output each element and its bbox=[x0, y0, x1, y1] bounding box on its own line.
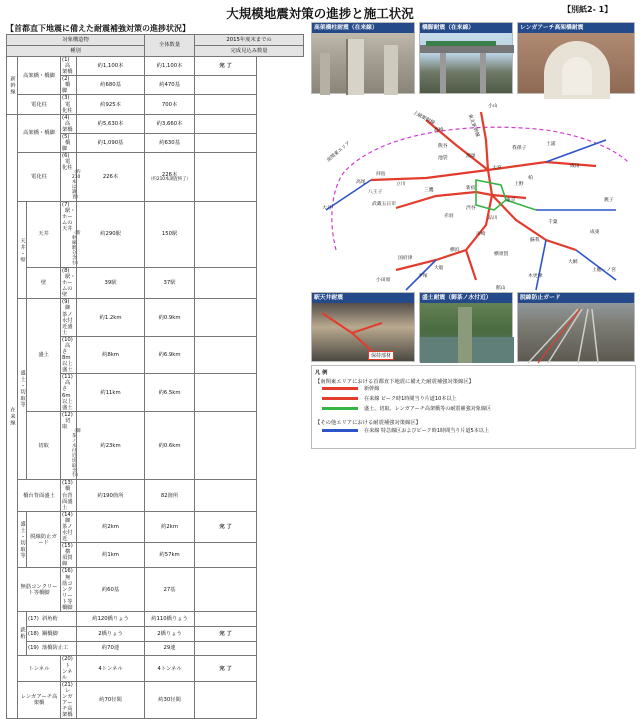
item-name bbox=[61, 681, 77, 718]
item-name bbox=[61, 114, 77, 133]
map-label: 八王子 bbox=[368, 190, 383, 195]
item-text: 高さ6m以上盛土 bbox=[62, 380, 73, 411]
table-row bbox=[7, 114, 304, 133]
item-text: 御茶ノ水付近盛土 bbox=[62, 305, 73, 336]
legend-item bbox=[322, 428, 489, 435]
map-label: 武蔵五日市 bbox=[372, 202, 396, 207]
table-row bbox=[7, 267, 304, 298]
map-label: 高尾 bbox=[356, 180, 366, 185]
map-label: 館山 bbox=[496, 286, 506, 291]
planned-quantity bbox=[145, 568, 195, 612]
item-number: (5) bbox=[62, 133, 70, 140]
map-label: 東京 bbox=[506, 198, 516, 203]
planned-quantity bbox=[145, 267, 195, 298]
planned-quantity bbox=[145, 95, 195, 114]
planned-quantity bbox=[145, 133, 195, 152]
category-label: トンネル bbox=[18, 656, 61, 681]
map-label: 立川 bbox=[396, 182, 406, 187]
item-name bbox=[61, 480, 77, 511]
category-label: 盛土・切取等 bbox=[18, 299, 27, 480]
map-label: 成田 bbox=[570, 164, 580, 169]
rails-drawing bbox=[518, 293, 636, 363]
table-row bbox=[7, 612, 304, 627]
status-cell bbox=[195, 480, 257, 511]
category-label: 天井・壁 bbox=[18, 202, 27, 299]
hdr-total: 全体数量 bbox=[145, 35, 195, 57]
planned-quantity bbox=[145, 202, 195, 268]
planned-value: 約0.6km bbox=[158, 442, 181, 449]
total-quantity: 2橋りょう bbox=[77, 626, 145, 641]
legend-category-2: 【その他エリアにおける耐震補強対策線区】 bbox=[315, 420, 421, 426]
planned-quantity bbox=[145, 57, 195, 76]
map-label: 鴻巣 bbox=[466, 154, 476, 159]
ceiling-highlight bbox=[312, 293, 416, 363]
photo-pier bbox=[419, 22, 513, 94]
planned-quantity bbox=[145, 681, 195, 718]
photo-viaduct-column bbox=[311, 22, 415, 94]
legend-text: 在来線 特急線区およびピーク時1時間当り片道5本以上 bbox=[364, 428, 490, 434]
item-text: 高架橋 bbox=[62, 120, 73, 133]
planned-quantity bbox=[145, 543, 195, 568]
planned-value: 27基 bbox=[163, 586, 176, 593]
status-cell bbox=[195, 114, 257, 133]
total-quantity: 約925本 bbox=[77, 95, 145, 114]
item-name bbox=[61, 411, 81, 480]
item-number: (21) bbox=[62, 681, 73, 688]
item-name bbox=[61, 153, 81, 202]
planned-quantity bbox=[145, 641, 195, 656]
group-label: 新幹線 bbox=[7, 57, 18, 115]
item-name bbox=[61, 543, 77, 568]
planned-quantity bbox=[145, 480, 195, 511]
status-cell bbox=[195, 374, 257, 411]
item-name bbox=[61, 57, 77, 76]
status-cell bbox=[195, 153, 257, 202]
status-cell bbox=[195, 681, 257, 718]
total-quantity: 39駅 bbox=[77, 267, 145, 298]
item-number: (20) bbox=[62, 656, 73, 663]
table-row bbox=[7, 641, 304, 656]
item-number: (19) bbox=[28, 645, 39, 652]
planned-value: 150駅 bbox=[161, 231, 178, 238]
planned-quantity bbox=[145, 299, 195, 336]
planned-value: 2橋りょう bbox=[157, 630, 182, 637]
item-number: (1) bbox=[62, 57, 70, 63]
planned-value: 226本 bbox=[161, 171, 178, 178]
item-name bbox=[61, 511, 77, 542]
subcategory-label: 天井 bbox=[27, 202, 61, 268]
total-quantity: 約23km bbox=[77, 411, 145, 480]
map-label: 上越新幹線 bbox=[411, 110, 436, 127]
planned-value: 約3,660本 bbox=[156, 120, 183, 127]
photo-caption: 高架橋柱耐震（在来線） bbox=[312, 23, 414, 33]
planned-value: 700本 bbox=[161, 101, 178, 108]
map-label: 大月 bbox=[322, 206, 332, 211]
total-quantity: 約1,090基 bbox=[77, 133, 145, 152]
item-number: (8) bbox=[62, 267, 70, 274]
map-label: 熊谷 bbox=[438, 144, 448, 149]
status-cell: 完 了 bbox=[195, 57, 257, 76]
total-quantity: 約1.2km bbox=[77, 299, 145, 336]
item-text: 切取 bbox=[62, 417, 71, 430]
photo-caption: 脱線防止ガード bbox=[518, 293, 634, 303]
category-label: 盛土・切取等 bbox=[18, 511, 27, 568]
item-text: 高さ8m以上盛土 bbox=[62, 342, 73, 374]
table-row bbox=[7, 411, 304, 480]
subcategory-label: 切取 bbox=[27, 411, 61, 480]
item-name bbox=[61, 76, 77, 95]
map-label: 品川 bbox=[488, 216, 498, 221]
item-name bbox=[61, 568, 77, 612]
legend-swatch bbox=[322, 397, 358, 400]
item-number: (18) bbox=[28, 630, 39, 637]
sheet-label: 【別紙2- 1】 bbox=[563, 5, 613, 14]
map-label: 三鷹 bbox=[424, 188, 434, 193]
item-number: (3) bbox=[62, 95, 70, 102]
category-label: 電化柱 bbox=[18, 95, 61, 114]
table-row bbox=[7, 202, 304, 268]
legend-item bbox=[322, 386, 379, 393]
map-label: 銚子 bbox=[604, 198, 614, 203]
legend-item bbox=[322, 406, 491, 413]
planned-value: 約110橋りょう bbox=[151, 615, 188, 622]
item-number: (15) bbox=[62, 543, 73, 550]
planned-value: 29連 bbox=[163, 645, 176, 652]
item-text: 斜角桁 bbox=[41, 615, 58, 622]
item-number: (14) bbox=[62, 511, 73, 518]
item-text: 高架橋 bbox=[62, 63, 73, 76]
map-label: 蘇我 bbox=[530, 238, 540, 243]
map-label: 小田原 bbox=[376, 278, 391, 283]
item-name bbox=[27, 626, 77, 641]
status-cell bbox=[195, 95, 257, 114]
map-label: 渋谷 bbox=[466, 206, 476, 211]
planned-value: 約630基 bbox=[159, 140, 180, 147]
planned-value: 約470基 bbox=[159, 82, 180, 89]
total-quantity: 226本 bbox=[77, 153, 145, 202]
item-name bbox=[27, 641, 77, 656]
photo-caption: 駅天井耐震 bbox=[312, 293, 414, 303]
hdr-target: 対象構造物 bbox=[7, 35, 145, 46]
table-row bbox=[7, 57, 304, 76]
status-cell bbox=[195, 133, 257, 152]
table-row bbox=[7, 480, 304, 511]
status-cell bbox=[195, 568, 257, 612]
item-text: レンガアーチ高架橋 bbox=[62, 687, 73, 719]
item-note: （御茶ノ水付近切取含む） bbox=[72, 429, 81, 479]
total-quantity: 約70連 bbox=[77, 641, 145, 656]
item-name bbox=[27, 612, 77, 627]
legend-category-1: 【南関東エリアにおける首都直下地震に備えた耐震補強対策線区】 bbox=[315, 379, 474, 385]
item-name bbox=[61, 202, 81, 268]
map-label: 拝島 bbox=[376, 172, 386, 177]
map-label: 新宿 bbox=[466, 186, 476, 191]
item-name bbox=[61, 267, 77, 298]
group-label: 在来線 bbox=[7, 114, 18, 719]
progress-table bbox=[6, 34, 304, 719]
legend-title: 凡 例 bbox=[315, 370, 328, 376]
planned-value: 37駅 bbox=[163, 280, 176, 287]
total-quantity: 約1,100本 bbox=[77, 57, 145, 76]
item-number: (6) bbox=[62, 153, 70, 160]
status-cell: 完 了 bbox=[195, 656, 257, 681]
item-text: 落橋防止工 bbox=[41, 645, 69, 652]
map-label: 高崎 bbox=[434, 128, 444, 133]
legend-box bbox=[311, 365, 636, 449]
map-label: 土浦 bbox=[546, 142, 556, 147]
subcategory-label: 壁 bbox=[27, 267, 61, 298]
status-cell bbox=[195, 641, 257, 656]
photo-derail-guard bbox=[517, 292, 635, 362]
status-cell bbox=[195, 336, 257, 373]
legend-swatch bbox=[322, 429, 358, 432]
page-title: 大規模地震対策の進捗と施工状況 bbox=[226, 6, 414, 21]
total-quantity: 約2km bbox=[77, 511, 145, 542]
status-cell bbox=[195, 299, 257, 336]
planned-value: 約57km bbox=[159, 552, 180, 559]
item-text: 駅・ホームの壁 bbox=[62, 274, 76, 299]
category-label: 電化柱 bbox=[18, 153, 61, 202]
category-label: 高架橋・橋脚 bbox=[18, 114, 61, 152]
status-cell bbox=[195, 202, 257, 268]
category-label: 無筋コンクリート等橋脚 bbox=[18, 568, 61, 612]
total-quantity: 4トンネル bbox=[77, 656, 145, 681]
legend-text: 在来線 ピーク時1時間当り片道10本以上 bbox=[364, 396, 457, 402]
planned-quantity bbox=[145, 626, 195, 641]
total-quantity: 約290駅 bbox=[77, 202, 145, 268]
item-name bbox=[61, 336, 77, 373]
section-title: 【首都直下地震に備えた耐震補強対策の進捗状況】 bbox=[6, 24, 190, 33]
table-row bbox=[7, 626, 304, 641]
map-label: 横須賀 bbox=[494, 252, 509, 257]
total-quantity: 約190箇所 bbox=[77, 480, 145, 511]
map-label: 上野 bbox=[514, 182, 524, 187]
planned-quantity bbox=[145, 612, 195, 627]
legend-item bbox=[322, 396, 457, 403]
table-row bbox=[7, 656, 304, 681]
table-row bbox=[7, 95, 304, 114]
total-quantity: 約11km bbox=[77, 374, 145, 411]
map-label: 柏 bbox=[528, 176, 533, 181]
table-row bbox=[7, 568, 304, 612]
item-number: (10) bbox=[62, 336, 73, 343]
planned-value: 約0.9km bbox=[158, 314, 181, 321]
legend-text: 新幹線 bbox=[364, 386, 380, 392]
item-text: 駅・ホームの天井 bbox=[62, 208, 76, 233]
item-number: (13) bbox=[62, 480, 73, 487]
item-text: 横須賀線 bbox=[62, 549, 73, 568]
item-text: 電化柱 bbox=[62, 101, 73, 114]
map-label: 千葉 bbox=[548, 220, 558, 225]
item-text: 鋼橋脚 bbox=[41, 630, 58, 637]
item-note: （約210本は調査） bbox=[72, 170, 81, 201]
status-cell bbox=[195, 267, 257, 298]
planned-quantity bbox=[145, 656, 195, 681]
planned-value: 約2km bbox=[161, 523, 178, 530]
map-label: 大網 bbox=[568, 260, 578, 265]
total-quantity: 約70径間 bbox=[77, 681, 145, 718]
planned-note: （約210本調査終了） bbox=[148, 176, 191, 182]
planned-value: 約30径間 bbox=[158, 696, 181, 703]
category-label: レンガアーチ高架橋 bbox=[18, 681, 61, 718]
map-label: 横浜 bbox=[450, 248, 460, 253]
status-cell bbox=[195, 76, 257, 95]
map-label: 赤羽 bbox=[444, 214, 454, 219]
item-number: (9) bbox=[62, 299, 70, 306]
item-name bbox=[61, 374, 77, 411]
status-cell bbox=[195, 612, 257, 627]
item-text: トンネル bbox=[62, 662, 73, 681]
planned-quantity bbox=[145, 336, 195, 373]
total-quantity: 約60基 bbox=[77, 568, 145, 612]
category-label: 鉄桁 bbox=[18, 612, 27, 656]
planned-value: 4トンネル bbox=[157, 665, 182, 672]
status-cell bbox=[195, 411, 257, 480]
hdr-type: 種別 bbox=[7, 46, 145, 57]
table-row bbox=[7, 681, 304, 718]
photo-caption: 橋脚耐震（在来線） bbox=[420, 23, 512, 33]
map-label: 川崎 bbox=[476, 232, 486, 237]
map-label: 南関東エリア bbox=[326, 141, 352, 164]
category-label: 高架橋・橋脚 bbox=[18, 57, 61, 95]
planned-quantity bbox=[145, 511, 195, 542]
legend-swatch bbox=[322, 387, 358, 390]
planned-quantity bbox=[145, 374, 195, 411]
map-label: 大船 bbox=[434, 266, 444, 271]
map-label: 成東 bbox=[590, 230, 600, 235]
legend-text: 盛土、切取、レンガアーチ高架橋等の耐震補強対象線区 bbox=[364, 406, 492, 412]
photo-embankment bbox=[419, 292, 513, 362]
item-number: (11) bbox=[62, 374, 73, 381]
item-number: (7) bbox=[62, 202, 70, 209]
category-label: 橋台背面盛土 bbox=[18, 480, 61, 511]
table-row bbox=[7, 511, 304, 542]
item-text: 橋台背面盛土 bbox=[62, 486, 73, 511]
item-number: (17) bbox=[28, 615, 39, 622]
photo-caption: 盛土耐震（御茶ノ水付近） bbox=[420, 293, 512, 303]
status-cell: 完 了 bbox=[195, 511, 257, 542]
item-text: 無筋コンクリート等橋脚 bbox=[62, 574, 73, 611]
total-quantity: 約8km bbox=[77, 336, 145, 373]
item-text: 橋脚 bbox=[62, 82, 71, 95]
holding-member-label: 保持部材 bbox=[368, 351, 394, 360]
table-row bbox=[7, 153, 304, 202]
total-quantity: 約1km bbox=[77, 543, 145, 568]
subcategory-label: 脱線防止ガード bbox=[27, 511, 61, 568]
map-label: 上総一ノ宮 bbox=[592, 268, 616, 273]
planned-quantity bbox=[145, 411, 195, 480]
planned-quantity bbox=[145, 153, 195, 202]
status-cell: 完 了 bbox=[195, 626, 257, 641]
planned-value: 82箇所 bbox=[160, 492, 179, 499]
item-name bbox=[61, 95, 77, 114]
item-number: (2) bbox=[62, 76, 70, 83]
map-label: 木更津 bbox=[528, 274, 543, 279]
photo-station-ceiling bbox=[311, 292, 415, 362]
item-text: 橋脚 bbox=[62, 140, 71, 153]
legend-swatch bbox=[322, 407, 358, 410]
planned-quantity bbox=[145, 114, 195, 133]
map-label: 平塚 bbox=[418, 274, 428, 279]
item-number: (4) bbox=[62, 114, 70, 121]
item-note: （新幹線駅分含む） bbox=[72, 231, 81, 267]
planned-value: 約1,100本 bbox=[156, 63, 183, 70]
photo-caption: レンガアーチ高架橋耐震 bbox=[518, 23, 634, 33]
hdr-plan2: 完成見込み数量 bbox=[195, 46, 304, 57]
total-quantity: 約680基 bbox=[77, 76, 145, 95]
map-label: 国府津 bbox=[398, 256, 413, 261]
item-text: 御茶ノ水付近 bbox=[62, 517, 73, 543]
item-number: (12) bbox=[62, 411, 73, 418]
map-label: 東北新幹線 bbox=[466, 113, 480, 138]
item-name bbox=[61, 656, 77, 681]
photo-brick-arch bbox=[517, 22, 635, 94]
table-row bbox=[7, 299, 304, 336]
item-name bbox=[61, 133, 77, 152]
map-label: 池袋 bbox=[438, 156, 448, 161]
item-name bbox=[61, 299, 77, 336]
area-boundary-west bbox=[332, 170, 346, 250]
hdr-plan: 2015年度末までの bbox=[195, 35, 304, 46]
map-label: 我孫子 bbox=[512, 146, 527, 151]
map-label: 小山 bbox=[488, 104, 498, 109]
planned-quantity bbox=[145, 76, 195, 95]
map-label: 大宮 bbox=[492, 166, 502, 171]
total-quantity: 約5,630本 bbox=[77, 114, 145, 133]
status-cell bbox=[195, 543, 257, 568]
planned-value: 約6.9km bbox=[158, 352, 181, 359]
item-text: 電化柱 bbox=[62, 159, 73, 172]
planned-value: 約6.5km bbox=[158, 389, 181, 396]
total-quantity: 約120橋りょう bbox=[77, 612, 145, 627]
route-map bbox=[316, 100, 634, 296]
item-number: (16) bbox=[62, 568, 73, 575]
subcategory-label: 盛土 bbox=[27, 299, 61, 411]
